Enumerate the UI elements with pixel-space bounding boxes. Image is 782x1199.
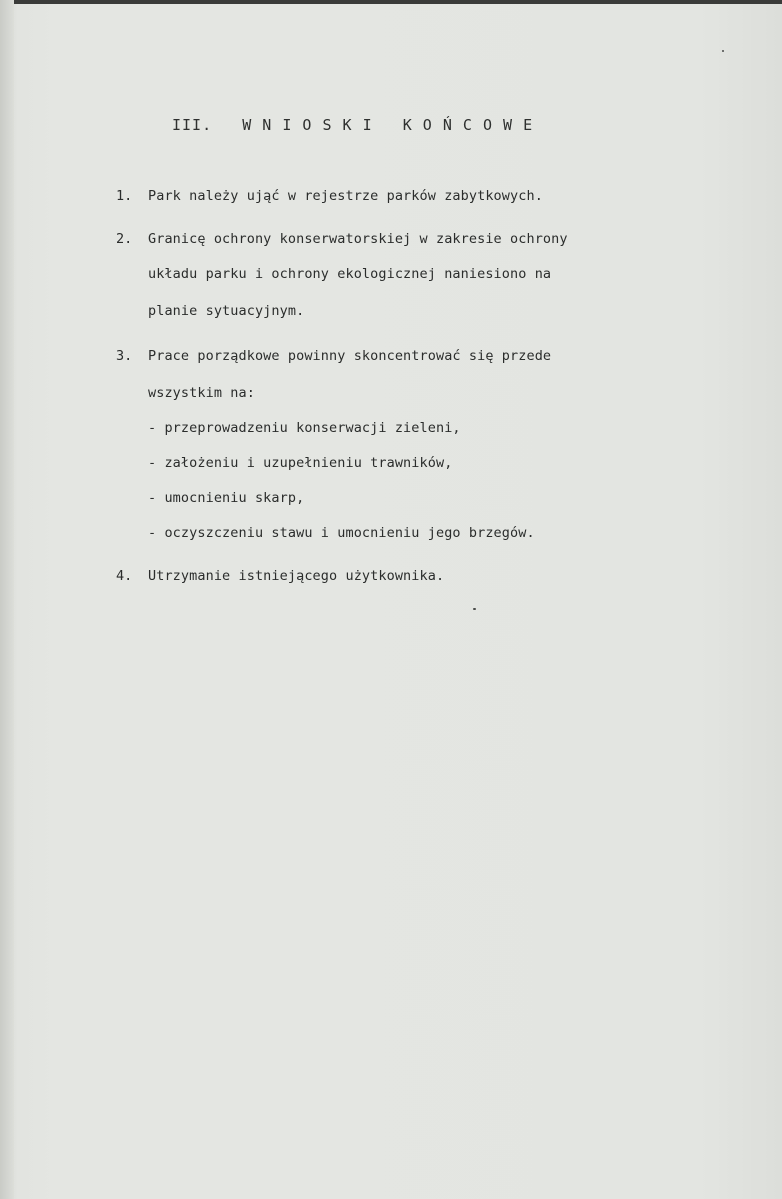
- item-line: - umocnieniu skarp,: [148, 490, 305, 506]
- item-number: 4.: [116, 568, 133, 584]
- item-line: układu parku i ochrony ekologicznej naniesiono na: [148, 266, 552, 282]
- section-heading: III. W N I O S K I K O Ń C O W E: [172, 116, 534, 134]
- item-line: Prace porządkowe powinny skoncentrować się przede: [148, 348, 552, 364]
- item-line: Utrzymanie istniejącego użytkownika.: [148, 568, 445, 584]
- page-top-edge: [0, 0, 782, 4]
- item-line: wszystkim na:: [148, 385, 255, 401]
- page-left-edge: [0, 0, 14, 1199]
- paper-speck: [722, 50, 724, 52]
- item-line: planie sytuacyjnym.: [148, 303, 305, 319]
- item-number: 3.: [116, 348, 133, 364]
- paper-speck: [473, 608, 476, 610]
- item-line: Park należy ująć w rejestrze parków zabytkowych.: [148, 188, 543, 204]
- item-line: - założeniu i uzupełnieniu trawników,: [148, 455, 453, 471]
- item-line: Granicę ochrony konserwatorskiej w zakresie ochrony: [148, 231, 568, 247]
- item-number: 2.: [116, 231, 133, 247]
- item-number: 1.: [116, 188, 133, 204]
- item-line: - oczyszczeniu stawu i umocnieniu jego brzegów.: [148, 525, 535, 541]
- item-line: - przeprowadzeniu konserwacji zieleni,: [148, 420, 461, 436]
